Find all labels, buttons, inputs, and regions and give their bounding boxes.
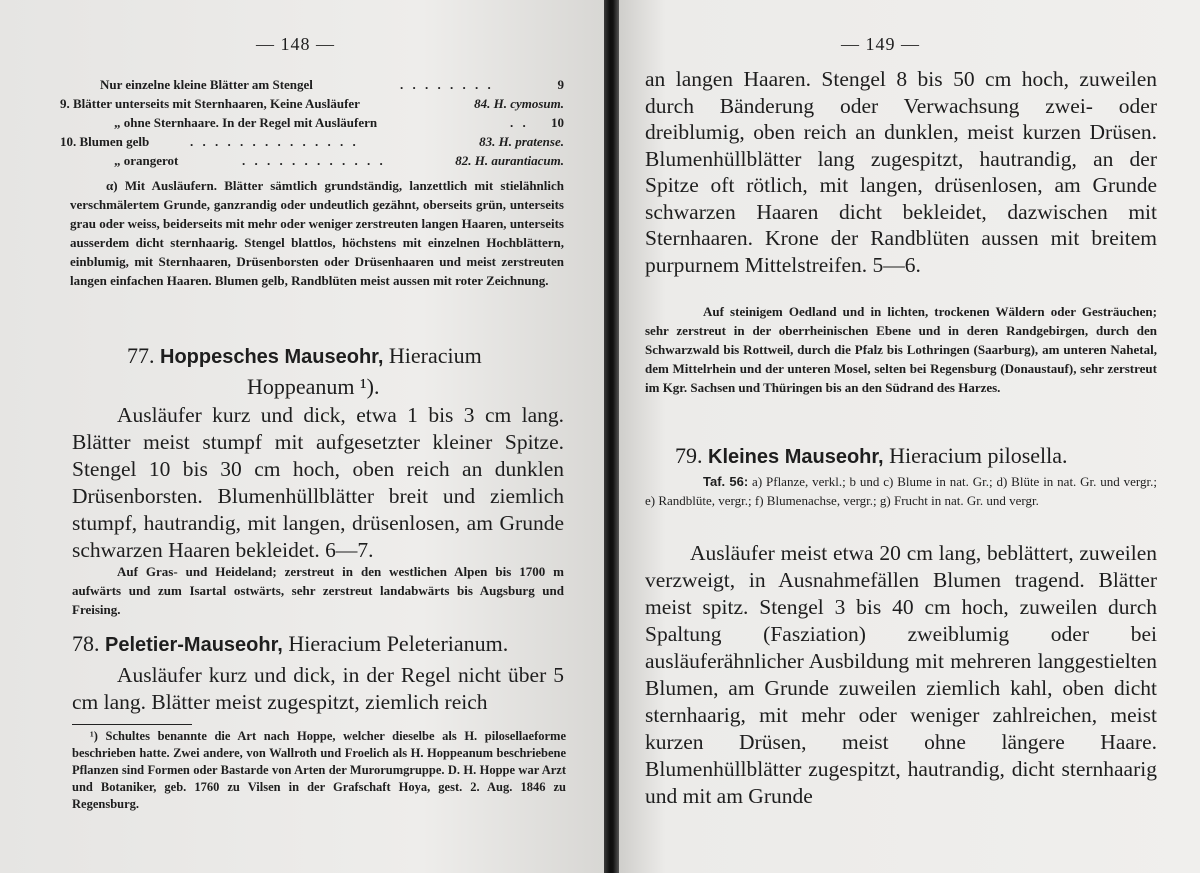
key-line-text: „ orangerot [114, 153, 179, 168]
footnote-divider [72, 724, 192, 725]
species-79-heading [645, 442, 1165, 471]
page-number-left: — 148 — [256, 34, 335, 54]
key-line [60, 132, 564, 151]
key-line [60, 94, 564, 113]
species-77-heading [72, 342, 566, 401]
key-line-target: 83. H. pratense. [479, 134, 564, 149]
key-line [70, 75, 564, 94]
plate-description: a) Pflanze, verkl.; b und c) Blume in nat. Gr.; d) Blüte in nat. Gr. und vergr.; e) Randblüte, vergr.; f) Blumenachse, vergr.; g) Frucht in nat. Gr. und vergr. [645, 474, 1157, 508]
species-common-name: Peletier-Mauseohr, [105, 634, 283, 656]
species-77-habitat: Auf Gras- und Heideland; zerstreut in den westlichen Alpen bis 1700 m aufwärts und zum Isartal ostwärts, sehr zerstreut landabwärts bis Augsburg und Freising. [72, 564, 564, 617]
species-latin-name-continued: Hoppeanum ¹). [247, 374, 380, 399]
key-line-text: 10. Blumen gelb [60, 134, 150, 149]
key-line-target: 82. H. aurantiacum. [455, 153, 564, 168]
key-line-dots: . . [510, 115, 529, 130]
species-number: 78. [72, 631, 100, 656]
plate-caption [645, 472, 1157, 510]
footnote: ¹) Schultes benannte die Art nach Hoppe, welcher dieselbe als H. pilosellaeforme beschrieben hatte. Zwei andere, von Wallroth und Froelich als H. Hoppeanum beschriebene Pflanzen sind Formen oder Bastarde von Arten der Murorumgruppe. D. H. Hoppe war Arzt und Botaniker, geb. 1760 zu Vilsen in der Grafschaft Hoya, gest. 2. Aug. 1846 zu Regensburg. [72, 729, 566, 811]
species-77-description: Ausläufer kurz und dick, etwa 1 bis 3 cm lang. Blätter meist stumpf mit aufgesetzter kleiner Spitze. Stengel 10 bis 30 cm hoch, oben reich an dunklen Drüsenborsten. Blumenhüllblätter breit und ziemlich stumpf, hautrandig, mit langen, drüsenlosen, am Grunde schwarzen Haaren bekleidet. 6—7. [72, 403, 564, 562]
plate-reference: Taf. 56: [703, 474, 749, 489]
species-common-name: Kleines Mauseohr, [708, 446, 884, 468]
species-79-description: Ausläufer meist etwa 20 cm lang, beblättert, zuweilen verzweigt, in Ausnahmefällen Blumen tragend. Blätter meist spitz. Stengel 3 bis 40 cm hoch, zuweilen durch Spaltung (Fasziation) zweiblumig oder bei ausläuferähnlicher Ausbildung mit mehreren langgestielten Blumen, am Grunde zuweilen ziemlich kahl, oben dicht sternhaarig, mit mehr oder weniger zahlreichen, meist kurzen Drüsen, meist ohne längere Haare. Blumenhüllblätter zugespitzt, hautrandig, dicht sternhaarig und mit am Grunde [645, 541, 1157, 808]
key-line-text: Nur einzelne kleine Blätter am Stengel [100, 77, 313, 92]
species-78-habitat: Auf steinigem Oedland und in lichten, trockenen Wäldern oder Gesträuchen; sehr zerstreut in der oberrheinischen Ebene und in deren Randgebirgen, durch den Schwarzwald bis Rottweil, durch die Pfalz bis Lothringen (Saarburg), am unteren Nahetal, dem Mittelrhein und der unteren Mosel, selten bei Regensburg (Donaustauf), sehr zerstreut im Kgr. Sachsen und Thüringen bis an den Südrand des Harzes. [645, 304, 1157, 395]
species-latin-name: Hieracium pilosella. [889, 443, 1068, 468]
species-78-description: Ausläufer kurz und dick, in der Regel nicht über 5 cm lang. Blätter meist zugespitzt, ziemlich reich [72, 663, 564, 714]
species-latin-name: Hieracium Peleterianum. [288, 631, 509, 656]
species-78-heading [72, 630, 566, 659]
key-line-dots: . . . . . . . . [400, 77, 494, 92]
identification-key [60, 75, 564, 170]
species-latin-name: Hieracium [388, 343, 482, 368]
page-number-right: — 149 — [841, 34, 920, 54]
key-line-dots: . . . . . . . . . . . . [242, 153, 386, 168]
key-line-dots: . . . . . . . . . . . . . . [190, 134, 359, 149]
species-common-name: Hoppesches Mauseohr, [160, 346, 384, 368]
key-line-target: 84. H. cymosum. [474, 96, 564, 111]
key-line-target: 9 [557, 77, 564, 92]
right-page [619, 0, 1200, 873]
species-78-description-continued: an langen Haaren. Stengel 8 bis 50 cm hoch, zuweilen durch Bänderung oder Verwachsung zwei- oder dreiblumig, oben reich an dunklen, meist kurzen Drüsen. Blumenhüllblätter lang zugespitzt, hautrandig, an der Spitze oft rötlich, mit langen, drüsenlosen, am Grunde schwarzen Haaren dicht bekleidet, dazwischen mit Sternhaaren. Krone der Randblüten aussen mit breitem purpurnem Mittelstreifen. 5—6. [645, 67, 1157, 277]
alpha-group-description: α) Mit Ausläufern. Blätter sämtlich grundständig, lanzettlich mit stielähnlich verschmälertem Grunde, ganzrandig oder undeutlich gezähnt, oberseits grün, unterseits grau oder weiss, beiderseits mit mehr oder weniger zerstreuten langen Haaren, unterseits ausserdem dicht sternhaarig. Stengel blattlos, höchstens mit einzelnen Hochblättern, einblumig, mit Sternhaaren, Drüsenborsten oder Drüsenhaaren und meist zerstreuten langen einfachen Haaren. Blumen gelb, Randblüten meist aussen mit roter Zeichnung. [70, 178, 564, 288]
key-line-text: 9. Blätter unterseits mit Sternhaaren, Keine Ausläufer [60, 96, 360, 111]
species-number: 77. [127, 343, 155, 368]
key-line-text: „ ohne Sternhaare. In der Regel mit Ausläufern [114, 115, 378, 130]
book-gutter [604, 0, 619, 873]
key-line-target: 10 [551, 115, 564, 130]
key-line [70, 113, 564, 132]
key-line [70, 151, 564, 170]
species-number: 79. [675, 443, 703, 468]
